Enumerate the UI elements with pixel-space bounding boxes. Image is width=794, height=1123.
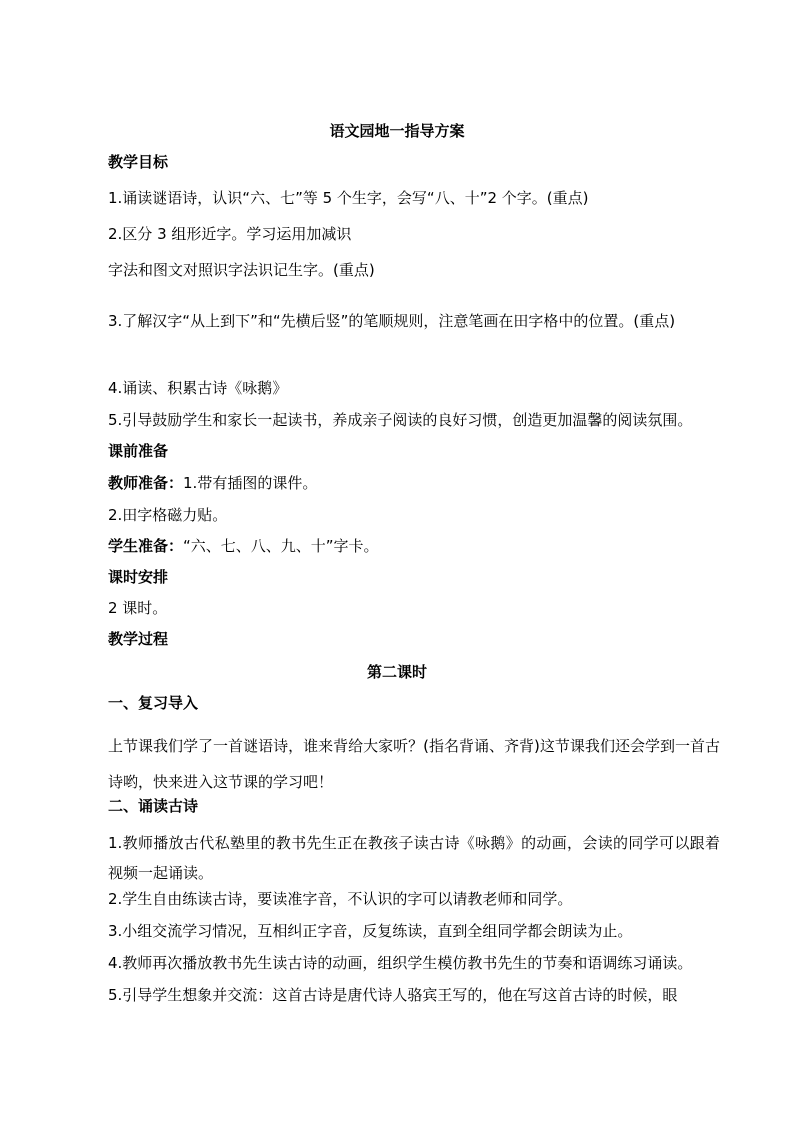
section-1-heading: 一、复习导入	[108, 694, 199, 712]
section-2-item-3: 3.小组交流学习情况，互相纠正字音，反复练读，直到全组同学都会朗读为止。	[108, 922, 633, 940]
process-heading: 教学过程	[108, 630, 169, 648]
section-2-item-5: 5.引导学生想象并交流：这首古诗是唐代诗人骆宾王写的，他在写这首古诗的时候，眼	[108, 986, 678, 1004]
teacher-prep-line-1	[108, 473, 317, 493]
goal-3: 3.了解汉字“从上到下”和“先横后竖”的笔顺规则，注意笔画在田字格中的位置。(重点)	[108, 312, 676, 330]
teacher-prep-label: 教师准备：	[108, 474, 184, 492]
prep-heading: 课前准备	[108, 442, 169, 460]
section-1-paragraph: 上节课我们学了一首谜语诗，谁来背给大家听？(指名背诵、齐背)这节课我们还会学到一首古诗哟，快来进入这节课的学习吧！	[108, 737, 720, 791]
goals-heading: 教学目标	[108, 153, 169, 171]
lesson-title: 第二课时	[366, 663, 427, 681]
schedule-text: 2 课时。	[108, 599, 168, 617]
teacher-prep-item-2: 2.田字格磁力贴。	[108, 506, 228, 524]
student-prep-line	[108, 536, 379, 556]
goal-5: 5.引导鼓励学生和家长一起读书，养成亲子阅读的良好习惯，创造更加温馨的阅读氛围。	[108, 411, 693, 429]
student-prep-text: “六、七、八、九、十”字卡。	[183, 537, 379, 555]
goal-2-line-2: 字法和图文对照识字法识记生字。(重点)	[108, 261, 375, 279]
section-2-item-4: 4.教师再次播放教书先生读古诗的动画，组织学生模仿教书先生的节奏和语调练习诵读。	[108, 954, 693, 972]
goal-1: 1.诵读谜语诗，认识“六、七”等 5 个生字，会写“八、十”2 个字。(重点)	[108, 189, 589, 207]
section-2-item-2: 2.学生自由练读古诗，要读准字音，不认识的字可以请教老师和同学。	[108, 890, 573, 908]
schedule-heading: 课时安排	[108, 568, 169, 586]
section-2-heading: 二、诵读古诗	[108, 797, 199, 815]
teacher-prep-item-1: 1.带有插图的课件。	[183, 474, 318, 492]
goal-2-line-1: 2.区分 3 组形近字。学习运用加减识	[108, 225, 352, 243]
goal-4: 4.诵读、积累古诗《咏鹅》	[108, 379, 288, 397]
document-title: 语文园地一指导方案	[329, 122, 465, 140]
student-prep-label: 学生准备：	[108, 537, 184, 555]
section-2-item-1: 1.教师播放古代私塾里的教书先生正在教孩子读古诗《咏鹅》的动画，会读的同学可以跟着视频一起诵读。	[108, 834, 720, 882]
